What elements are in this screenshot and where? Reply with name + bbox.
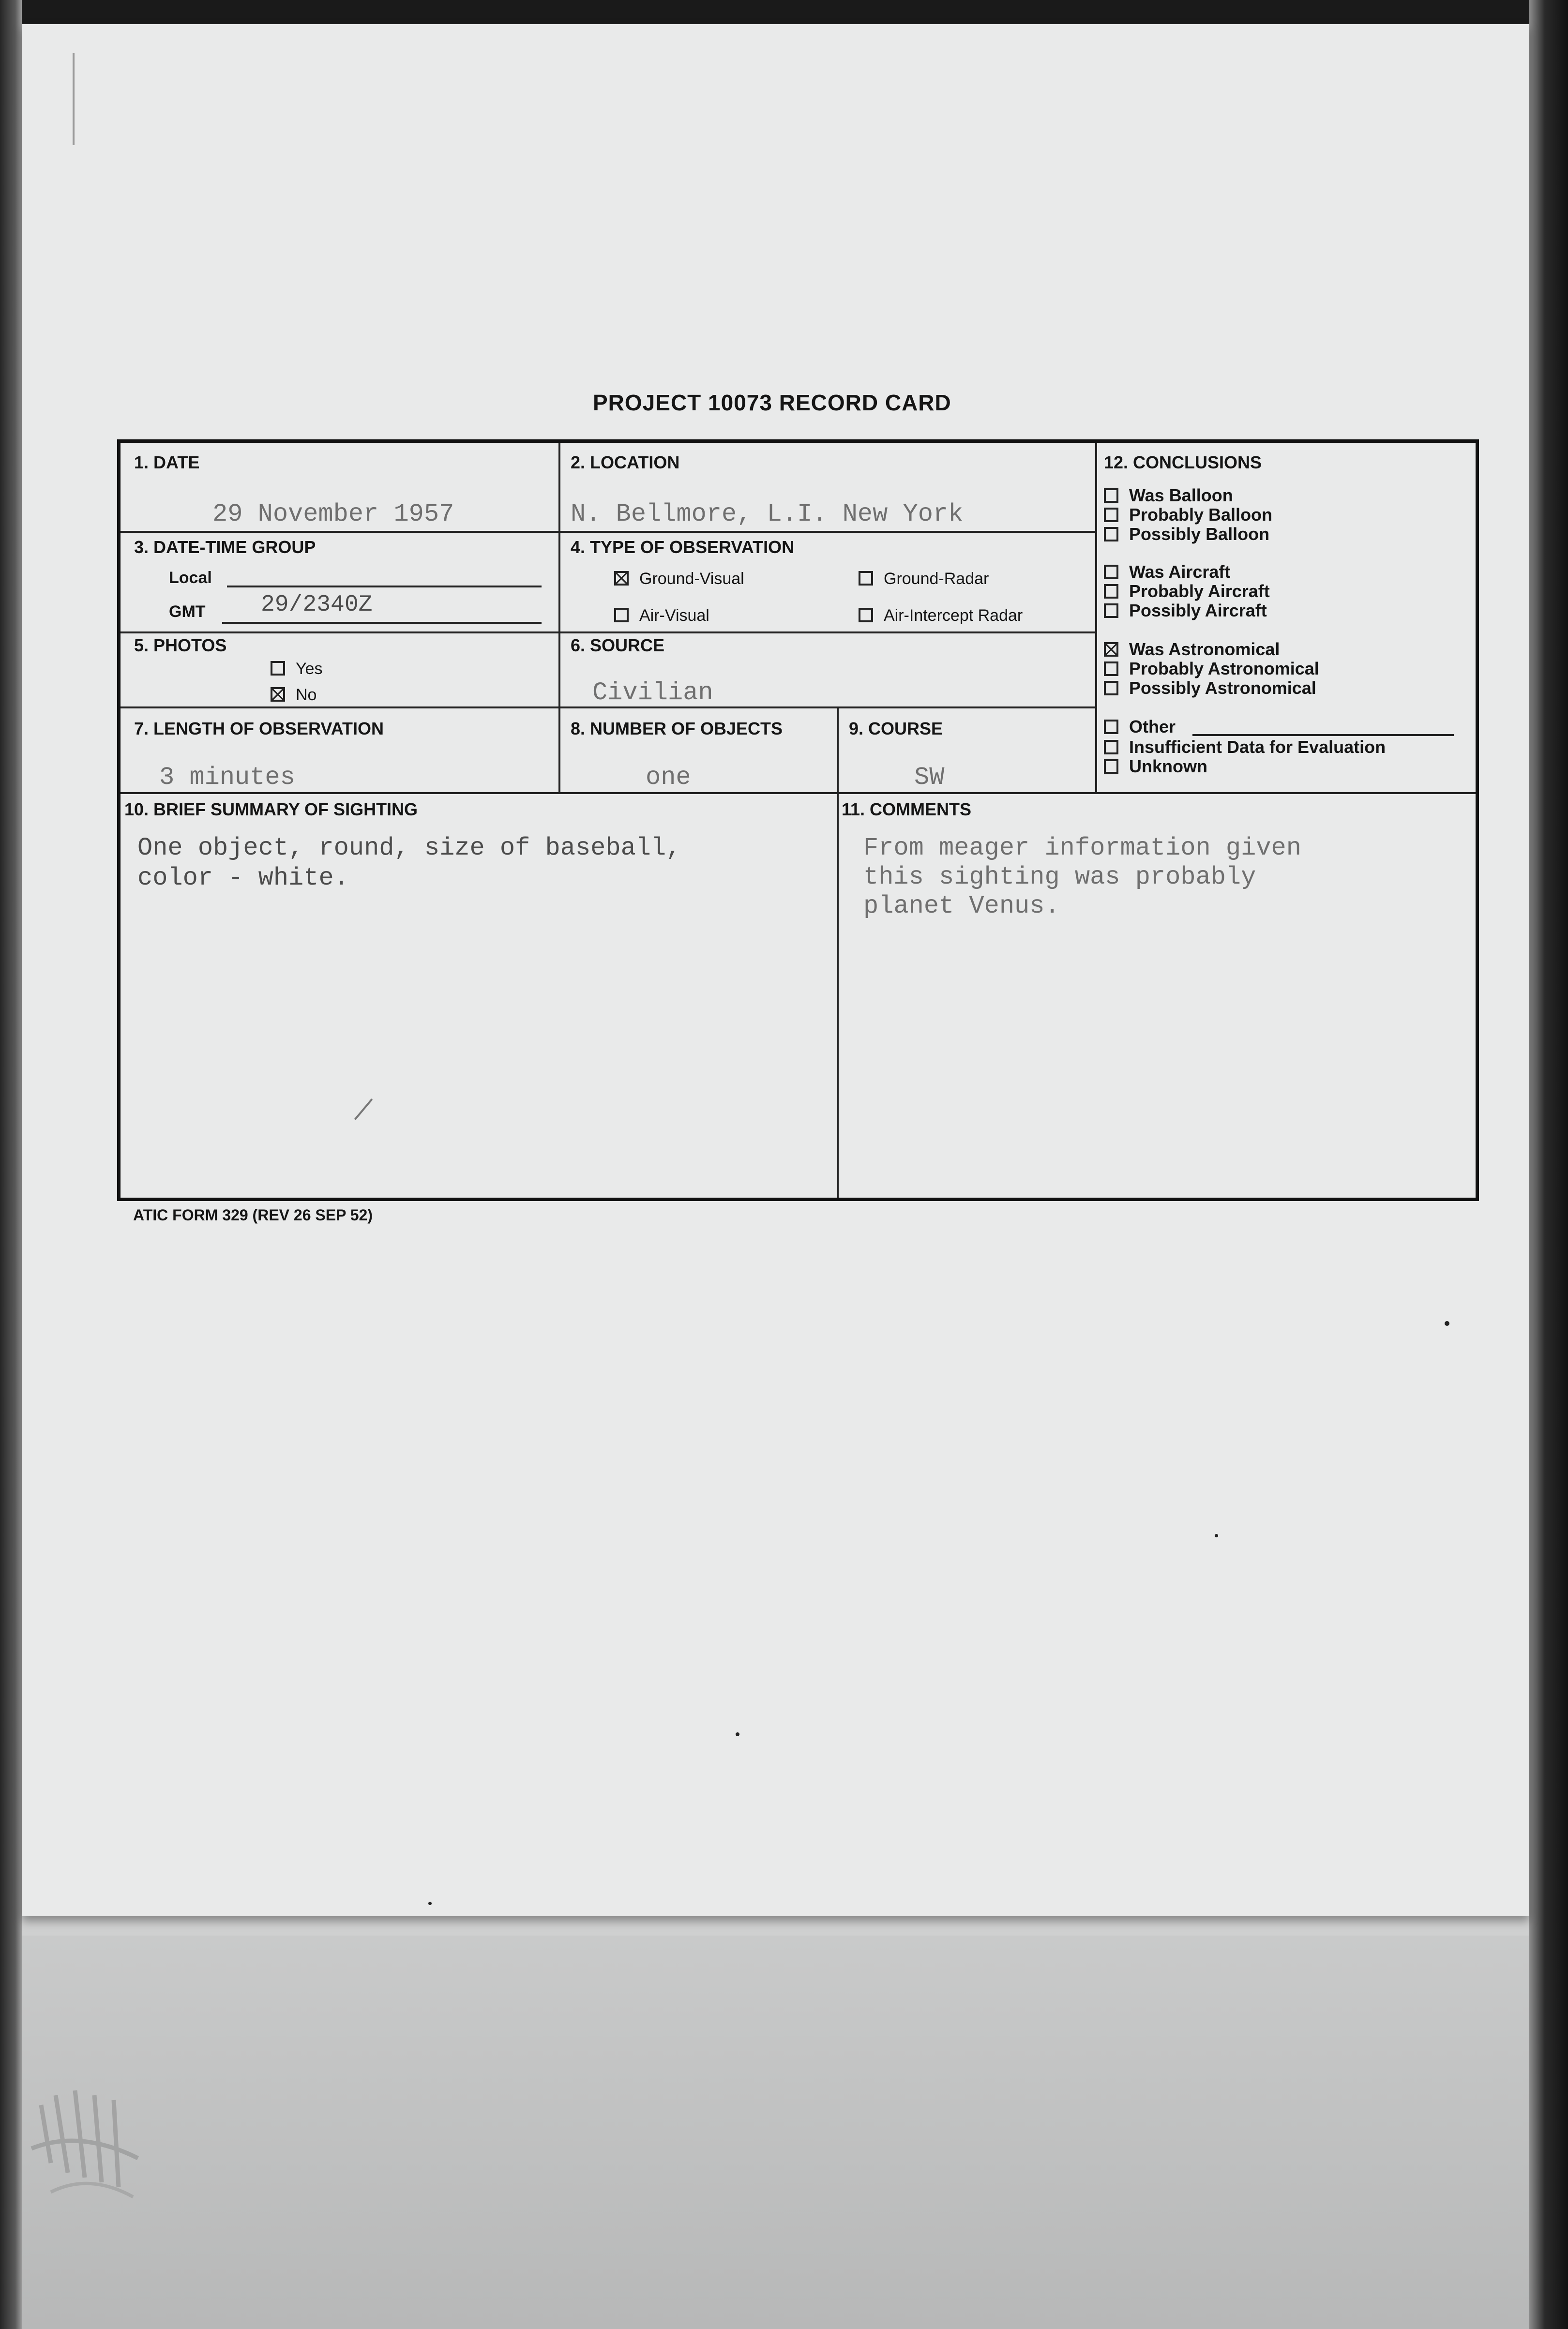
conclusion-probably-balloon: Probably Balloon — [1104, 505, 1272, 525]
photos-label: 5. PHOTOS — [134, 635, 227, 655]
record-card — [117, 439, 1479, 1201]
checkbox-icon — [1104, 584, 1118, 599]
source-label: 6. SOURCE — [571, 635, 665, 655]
summary-label: 10. BRIEF SUMMARY OF SIGHTING — [124, 799, 418, 819]
pencil-mark — [354, 1098, 373, 1120]
checkbox-icon — [859, 571, 873, 586]
paper-speck — [736, 1732, 739, 1736]
handwritten-mark-icon — [22, 2076, 157, 2221]
option-air-visual: Air-Visual — [614, 606, 709, 625]
checkbox-icon — [614, 608, 629, 622]
option-photos-yes: Yes — [271, 660, 322, 678]
location-label: 2. LOCATION — [571, 452, 680, 472]
conclusion-unknown: Unknown — [1104, 756, 1207, 777]
source-value: Civilian — [592, 678, 713, 707]
checked-checkbox-icon — [614, 571, 629, 586]
conclusion-possibly-aircraft: Possibly Aircraft — [1104, 601, 1267, 621]
date-label: 1. DATE — [134, 452, 200, 472]
conclusions-label: 12. CONCLUSIONS — [1104, 452, 1262, 472]
number-of-objects-value: one — [646, 763, 691, 792]
conclusion-other: Other — [1104, 717, 1176, 737]
comments-line-1: From meager information given — [863, 834, 1301, 862]
conclusion-probably-astronomical: Probably Astronomical — [1104, 659, 1319, 679]
location-value: N. Bellmore, L.I. New York — [571, 500, 964, 528]
course-value: SW — [914, 763, 945, 792]
conclusion-possibly-balloon: Possibly Balloon — [1104, 524, 1269, 544]
length-value: 3 minutes — [159, 763, 295, 792]
grid-line — [121, 792, 1476, 794]
other-line — [1192, 734, 1454, 736]
local-time-line — [227, 586, 542, 587]
conclusion-probably-aircraft: Probably Aircraft — [1104, 581, 1270, 601]
checkbox-icon — [1104, 488, 1118, 503]
paper-speck — [1215, 1534, 1218, 1537]
checkbox-icon — [1104, 759, 1118, 774]
paper-speck — [1445, 1321, 1449, 1326]
checkbox-icon — [1104, 565, 1118, 579]
grid-line — [121, 531, 1095, 533]
option-photos-no: No — [271, 686, 317, 705]
checkbox-icon — [1104, 740, 1118, 754]
checkbox-icon — [1104, 527, 1118, 541]
grid-line — [121, 631, 1095, 633]
gmt-label: GMT — [169, 602, 206, 621]
comments-label: 11. COMMENTS — [842, 799, 972, 819]
date-time-group-label: 3. DATE-TIME GROUP — [134, 537, 316, 557]
form-footer: ATIC FORM 329 (REV 26 SEP 52) — [133, 1206, 373, 1224]
grid-line — [1095, 443, 1097, 792]
conclusion-possibly-astronomical: Possibly Astronomical — [1104, 678, 1316, 698]
comments-line-2: this sighting was probably — [863, 863, 1256, 891]
scan-top-edge — [0, 0, 1568, 24]
checkbox-icon — [1104, 508, 1118, 522]
conclusion-was-balloon: Was Balloon — [1104, 485, 1233, 506]
date-value: 29 November 1957 — [212, 500, 454, 528]
option-ground-radar: Ground-Radar — [859, 570, 989, 588]
paper-sheet — [22, 24, 1529, 1916]
card-title: PROJECT 10073 RECORD CARD — [593, 390, 951, 415]
edge-mark — [73, 53, 75, 145]
scan-bottom-area — [0, 1936, 1568, 2329]
number-of-objects-label: 8. NUMBER OF OBJECTS — [571, 719, 783, 738]
grid-line — [837, 706, 839, 1198]
gmt-line — [222, 622, 542, 624]
comments-line-3: planet Venus. — [863, 892, 1060, 920]
scan-right-edge — [1529, 0, 1568, 2329]
option-ground-visual: Ground-Visual — [614, 570, 744, 588]
checkbox-icon — [1104, 603, 1118, 618]
conclusion-insufficient-data: Insufficient Data for Evaluation — [1104, 737, 1386, 757]
length-label: 7. LENGTH OF OBSERVATION — [134, 719, 384, 738]
checkbox-icon — [859, 608, 873, 622]
conclusion-was-astronomical: Was Astronomical — [1104, 639, 1280, 660]
conclusion-was-aircraft: Was Aircraft — [1104, 562, 1230, 582]
summary-line-1: One object, round, size of baseball, — [137, 834, 681, 862]
checkbox-icon — [1104, 720, 1118, 734]
grid-line — [558, 443, 560, 792]
checkbox-icon — [1104, 681, 1118, 695]
checked-checkbox-icon — [1104, 642, 1118, 657]
option-air-intercept-radar: Air-Intercept Radar — [859, 606, 1023, 625]
paper-speck — [428, 1902, 432, 1905]
course-label: 9. COURSE — [849, 719, 943, 738]
local-time-label: Local — [169, 569, 212, 587]
checkbox-icon — [271, 661, 285, 676]
observation-type-label: 4. TYPE OF OBSERVATION — [571, 537, 795, 557]
gmt-value: 29/2340Z — [261, 592, 373, 618]
scan-left-edge — [0, 0, 22, 2329]
summary-line-2: color - white. — [137, 864, 349, 892]
checkbox-icon — [1104, 661, 1118, 676]
checked-checkbox-icon — [271, 687, 285, 702]
